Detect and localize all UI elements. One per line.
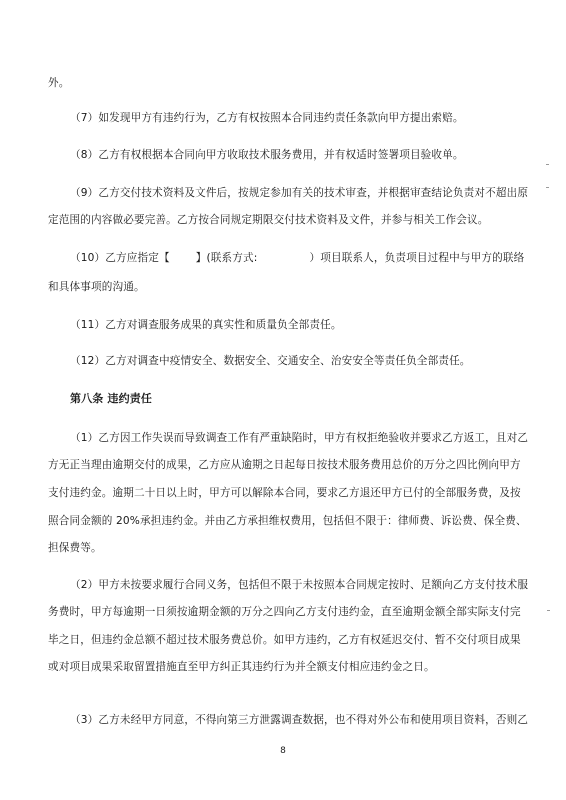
liability-2-line-1: （2）甲方未按要求履行合同义务，包括但不限于未按照本合同规定按时、足额向乙方支付技术服: [70, 579, 529, 591]
clause-8: （8）乙方有权根据本合同向甲方收取技术服务费用，并有权适时签署项目验收单。: [70, 149, 464, 161]
liability-1-line-5: 担保费等。: [48, 542, 102, 554]
liability-1-line-3: 支付违约金。逾期二十日以上时，甲方可以解除本合同，要求乙方退还甲方已付的全部服务费，及按: [48, 487, 521, 499]
liability-1-line-1: （1）乙方因工作失误而导致调查工作有严重缺陷时，甲方有权拒绝验收并要求乙方返工，且对乙: [70, 432, 529, 444]
clause-12: （12）乙方对调查中疫情安全、数据安全、交通安全、治安安全等责任负全部责任。: [70, 355, 471, 367]
scan-mark: [546, 164, 549, 165]
liability-1-line-4: 照合同金额的 20%承担违约金。并由乙方承担维权费用，包括但不限于：律师费、诉讼费、保全费、: [48, 515, 527, 527]
page-number: 8: [280, 746, 286, 756]
liability-2-line-3: 毕之日，但违约金总额不超过技术服务费总价。如甲方违约，乙方有权延迟交付、暂不交付项目成果: [48, 634, 521, 646]
clause-10-line-1: [70, 251, 550, 265]
scan-mark: [547, 610, 550, 611]
clause-11: （11）乙方对调查服务成果的真实性和质量负全部责任。: [70, 319, 342, 331]
scan-mark: [546, 187, 549, 188]
clause-10-part-2: 】(联系方式:: [195, 252, 258, 264]
liability-2-line-4: 或对项目成果采取留置措施直至甲方纠正其违约行为并全额支付相应违约金之日。: [48, 661, 435, 673]
liability-3-line-1: （3）乙方未经甲方同意，不得向第三方泄露调查数据，也不得对外公布和使用项目资料，否则乙: [70, 714, 529, 726]
liability-2-line-2: 务费时，甲方每逾期一日须按逾期金额的万分之四向乙方支付违约金，直至逾期金额全部实际支付完: [48, 606, 521, 618]
liability-1-line-2: 方无正当理由逾期交付的成果，乙方应从逾期之日起每日按技术服务费用总价的万分之四比例向甲方: [48, 459, 521, 471]
clause-9-line-2: 定范围的内容做必要完善。乙方按合同规定期限交付技术资料及文件，并参与相关工作会议。: [48, 214, 489, 226]
clause-10-part-3: ）项目联系人，负责项目过程中与甲方的联络: [309, 252, 525, 264]
clause-10-part-1: （10）乙方应指定【: [70, 252, 170, 264]
section-heading-article-8: 第八条 违约责任: [70, 392, 153, 405]
clause-10-line-2: 和具体事项的沟通。: [48, 281, 145, 293]
clause-9-line-1: （9）乙方交付技术资料及文件后，按规定参加有关的技术审查，并根据审查结论负责对不超出原: [70, 187, 529, 199]
text-line: 外。: [48, 77, 70, 89]
clause-7: （7）如发现甲方有违约行为，乙方有权按照本合同违约责任条款向甲方提出索赔。: [70, 112, 464, 124]
